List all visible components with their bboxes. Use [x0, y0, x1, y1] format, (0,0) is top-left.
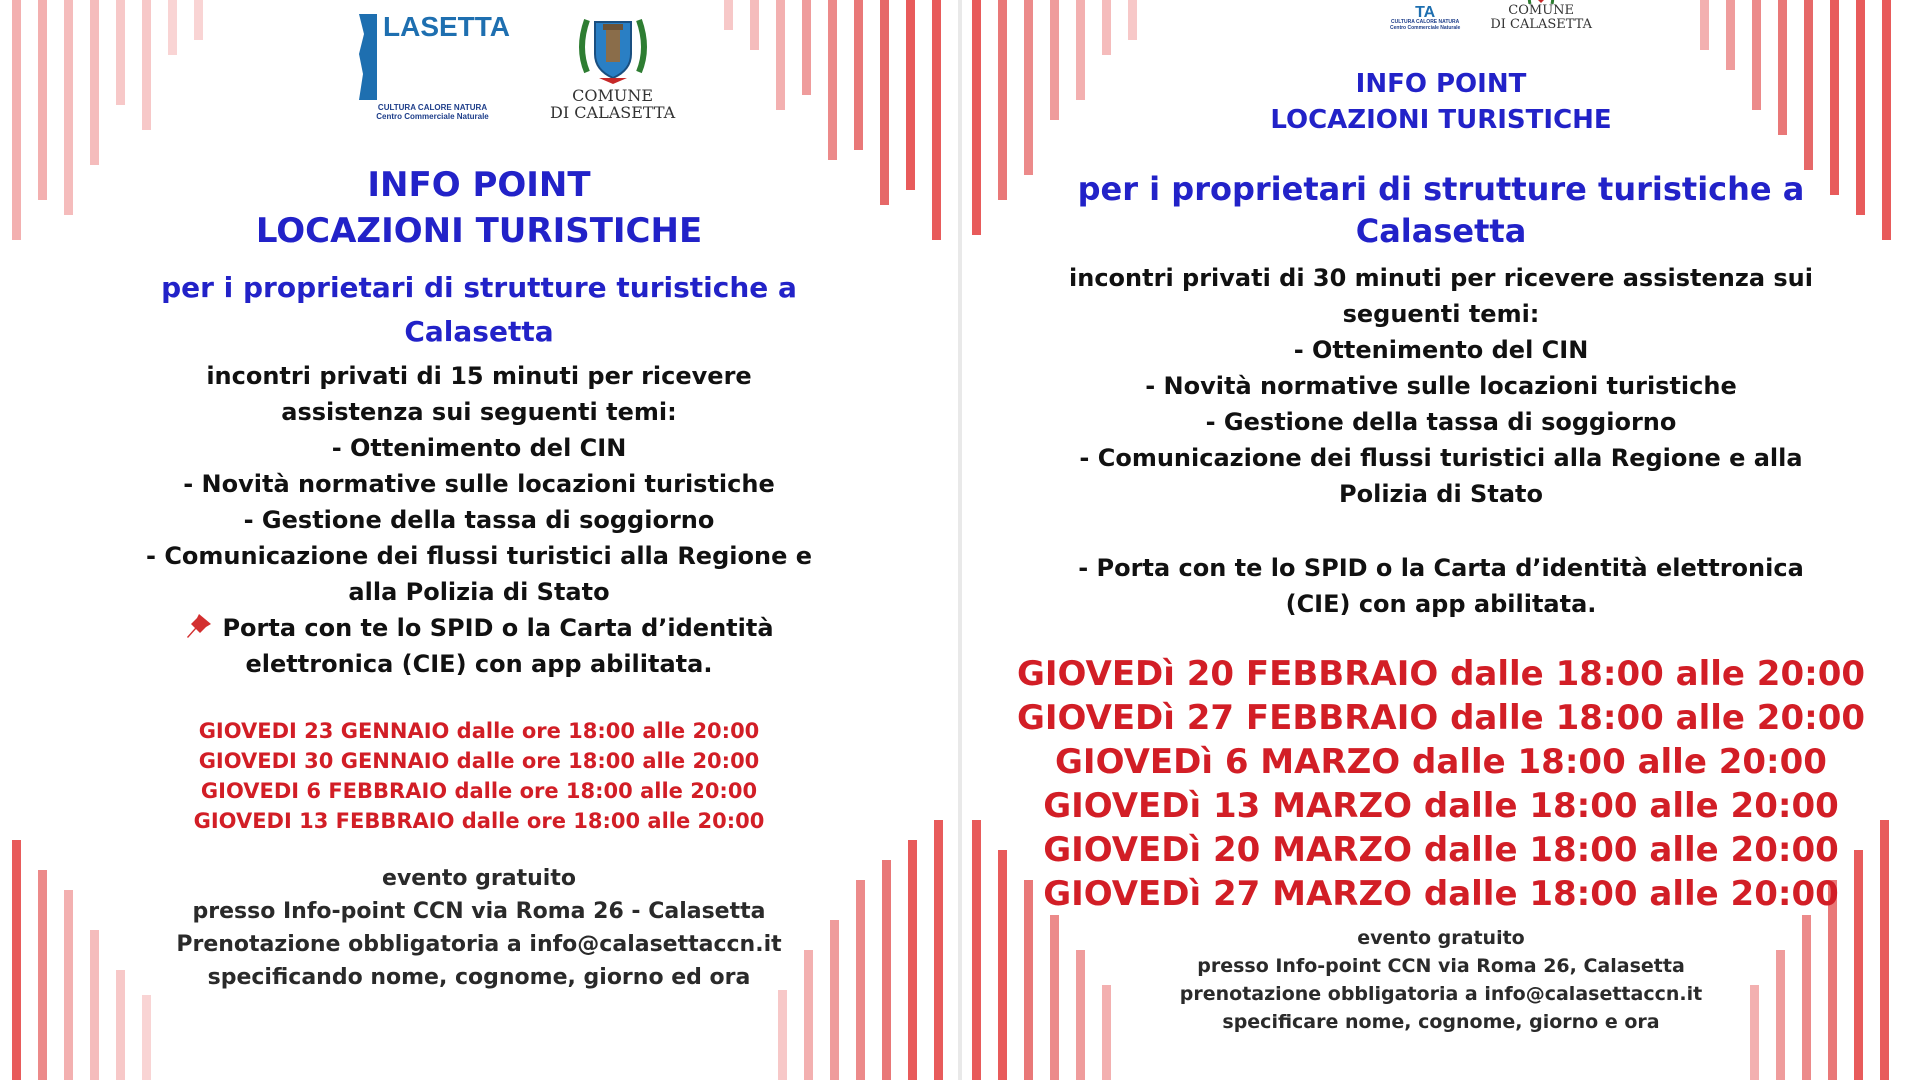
logos-row: [1390, 0, 1592, 31]
booking-email: Prenotazione obbligatoria a info@calasettaccn.it: [176, 932, 782, 957]
lasetta-tagline: CULTURA CALORE NATURA: [1391, 19, 1460, 26]
topic-regulations: - Novità normative sulle locazioni turistiche: [1145, 372, 1737, 400]
reminder-line-2: elettronica (CIE) con app abilitata.: [245, 650, 713, 678]
date-item: GIOVEDì 6 MARZO dalle 18:00 alle 20:00: [1055, 742, 1827, 782]
topic-flows-line-1: - Comunicazione dei flussi turistici alla Regione e: [146, 542, 812, 570]
booking-email: prenotazione obbligatoria a info@calasettaccn.it: [1179, 983, 1703, 1005]
comune-logo: [550, 8, 675, 122]
reminder: [120, 610, 838, 682]
reminder-line-2: (CIE) con app abilitata.: [1285, 590, 1597, 618]
topic-cin: - Ottenimento del CIN: [331, 434, 627, 462]
subtitle: [1042, 168, 1840, 252]
date-item: GIOVEDI 23 GENNAIO dalle ore 18:00 alle 20:00: [198, 719, 760, 743]
topics-list: [1042, 260, 1840, 512]
subtitle: [120, 266, 838, 354]
date-item: GIOVEDI 13 FEBBRAIO dalle ore 18:00 alle 20:00: [193, 809, 765, 833]
dates-list: [120, 716, 838, 836]
date-item: GIOVEDì 27 FEBBRAIO dalle 18:00 alle 20:00: [1016, 698, 1866, 738]
intro-line-1: incontri privati di 15 minuti per ricevere: [206, 362, 752, 390]
venue-address: presso Info-point CCN via Roma 26 - Calasetta: [192, 899, 766, 924]
date-item: GIOVEDì 20 FEBBRAIO dalle 18:00 alle 20:00: [1016, 654, 1866, 694]
lasetta-tagline: CULTURA CALORE NATURA: [377, 103, 488, 112]
logos-row: [355, 8, 675, 122]
free-event-label: evento gratuito: [1357, 927, 1525, 949]
date-item: GIOVEDì 13 MARZO dalle 18:00 alle 20:00: [1043, 786, 1839, 826]
footer-info: [120, 862, 838, 994]
date-item: GIOVEDI 6 FEBBRAIO dalle ore 18:00 alle 20:00: [200, 779, 758, 803]
title: [120, 162, 838, 254]
venue-address: presso Info-point CCN via Roma 26, Calasetta: [1197, 955, 1685, 977]
topic-flows-line-1: - Comunicazione dei flussi turistici alla Regione e alla: [1079, 444, 1803, 472]
subtitle-line-1: per i proprietari di strutture turistiche a: [161, 271, 797, 304]
title-line-1: INFO POINT: [1355, 69, 1527, 99]
title: [1082, 66, 1800, 138]
lasetta-logo: [355, 11, 511, 122]
topic-flows-line-2: Polizia di Stato: [1339, 480, 1543, 508]
lasetta-wordmark: TA: [1415, 4, 1436, 22]
subtitle-line-2: Calasetta: [404, 315, 554, 348]
title-line-2: LOCAZIONI TURISTICHE: [1270, 105, 1612, 135]
intro-line-2: assistenza sui seguenti temi:: [281, 398, 677, 426]
comune-name-line-2: DI CALASETTA: [1490, 16, 1593, 32]
lasetta-subtagline: Centro Commerciale Naturale: [1390, 24, 1461, 31]
lasetta-subtagline: Centro Commerciale Naturale: [376, 111, 489, 121]
topics-list: [120, 358, 838, 610]
dates-list: [1012, 652, 1870, 916]
lasetta-pillar-icon: [355, 14, 381, 100]
free-event-label: evento gratuito: [382, 866, 576, 891]
comune-logo: [1490, 0, 1592, 31]
topic-tax: - Gestione della tassa di soggiorno: [243, 506, 715, 534]
footer-info: [1082, 924, 1800, 1036]
coat-of-arms-icon: [573, 8, 653, 88]
booking-instructions: specificando nome, cognome, giorno ed ora: [207, 965, 751, 990]
topic-flows-line-2: alla Polizia di Stato: [348, 578, 610, 606]
lasetta-logo: [1390, 5, 1460, 31]
reminder-line-1: - Porta con te lo SPID o la Carta d’identità elettronica: [1078, 554, 1804, 582]
date-item: GIOVEDì 20 MARZO dalle 18:00 alle 20:00: [1043, 830, 1839, 870]
comune-name-line-1: COMUNE: [572, 86, 654, 105]
topic-tax: - Gestione della tassa di soggiorno: [1205, 408, 1677, 436]
date-item: GIOVEDì 27 MARZO dalle 18:00 alle 20:00: [1043, 874, 1839, 914]
booking-instructions: specificare nome, cognome, giorno e ora: [1222, 1011, 1660, 1033]
date-item: GIOVEDI 30 GENNAIO dalle ore 18:00 alle 20:00: [198, 749, 760, 773]
poster-january: [0, 0, 958, 1080]
subtitle-line-1: per i proprietari di strutture turistiche a: [1077, 170, 1805, 208]
comune-name-line-1: COMUNE: [1508, 3, 1575, 18]
intro-line-2: seguenti temi:: [1342, 300, 1540, 328]
lasetta-wordmark: LASETTA: [383, 11, 511, 42]
title-line-1: INFO POINT: [367, 165, 591, 205]
comune-name-line-2: DI CALASETTA: [550, 102, 676, 122]
reminder-line-1: Porta con te lo SPID o la Carta d’identità: [222, 614, 774, 642]
topic-regulations: - Novità normative sulle locazioni turistiche: [183, 470, 775, 498]
pushpin-icon: [184, 612, 214, 640]
intro-line-1: incontri privati di 30 minuti per ricevere assistenza sui: [1069, 264, 1813, 292]
reminder: [1042, 550, 1840, 622]
subtitle-line-2: Calasetta: [1355, 212, 1527, 250]
topic-cin: - Ottenimento del CIN: [1293, 336, 1589, 364]
title-line-2: LOCAZIONI TURISTICHE: [255, 211, 703, 251]
poster-february-march: [962, 0, 1920, 1080]
